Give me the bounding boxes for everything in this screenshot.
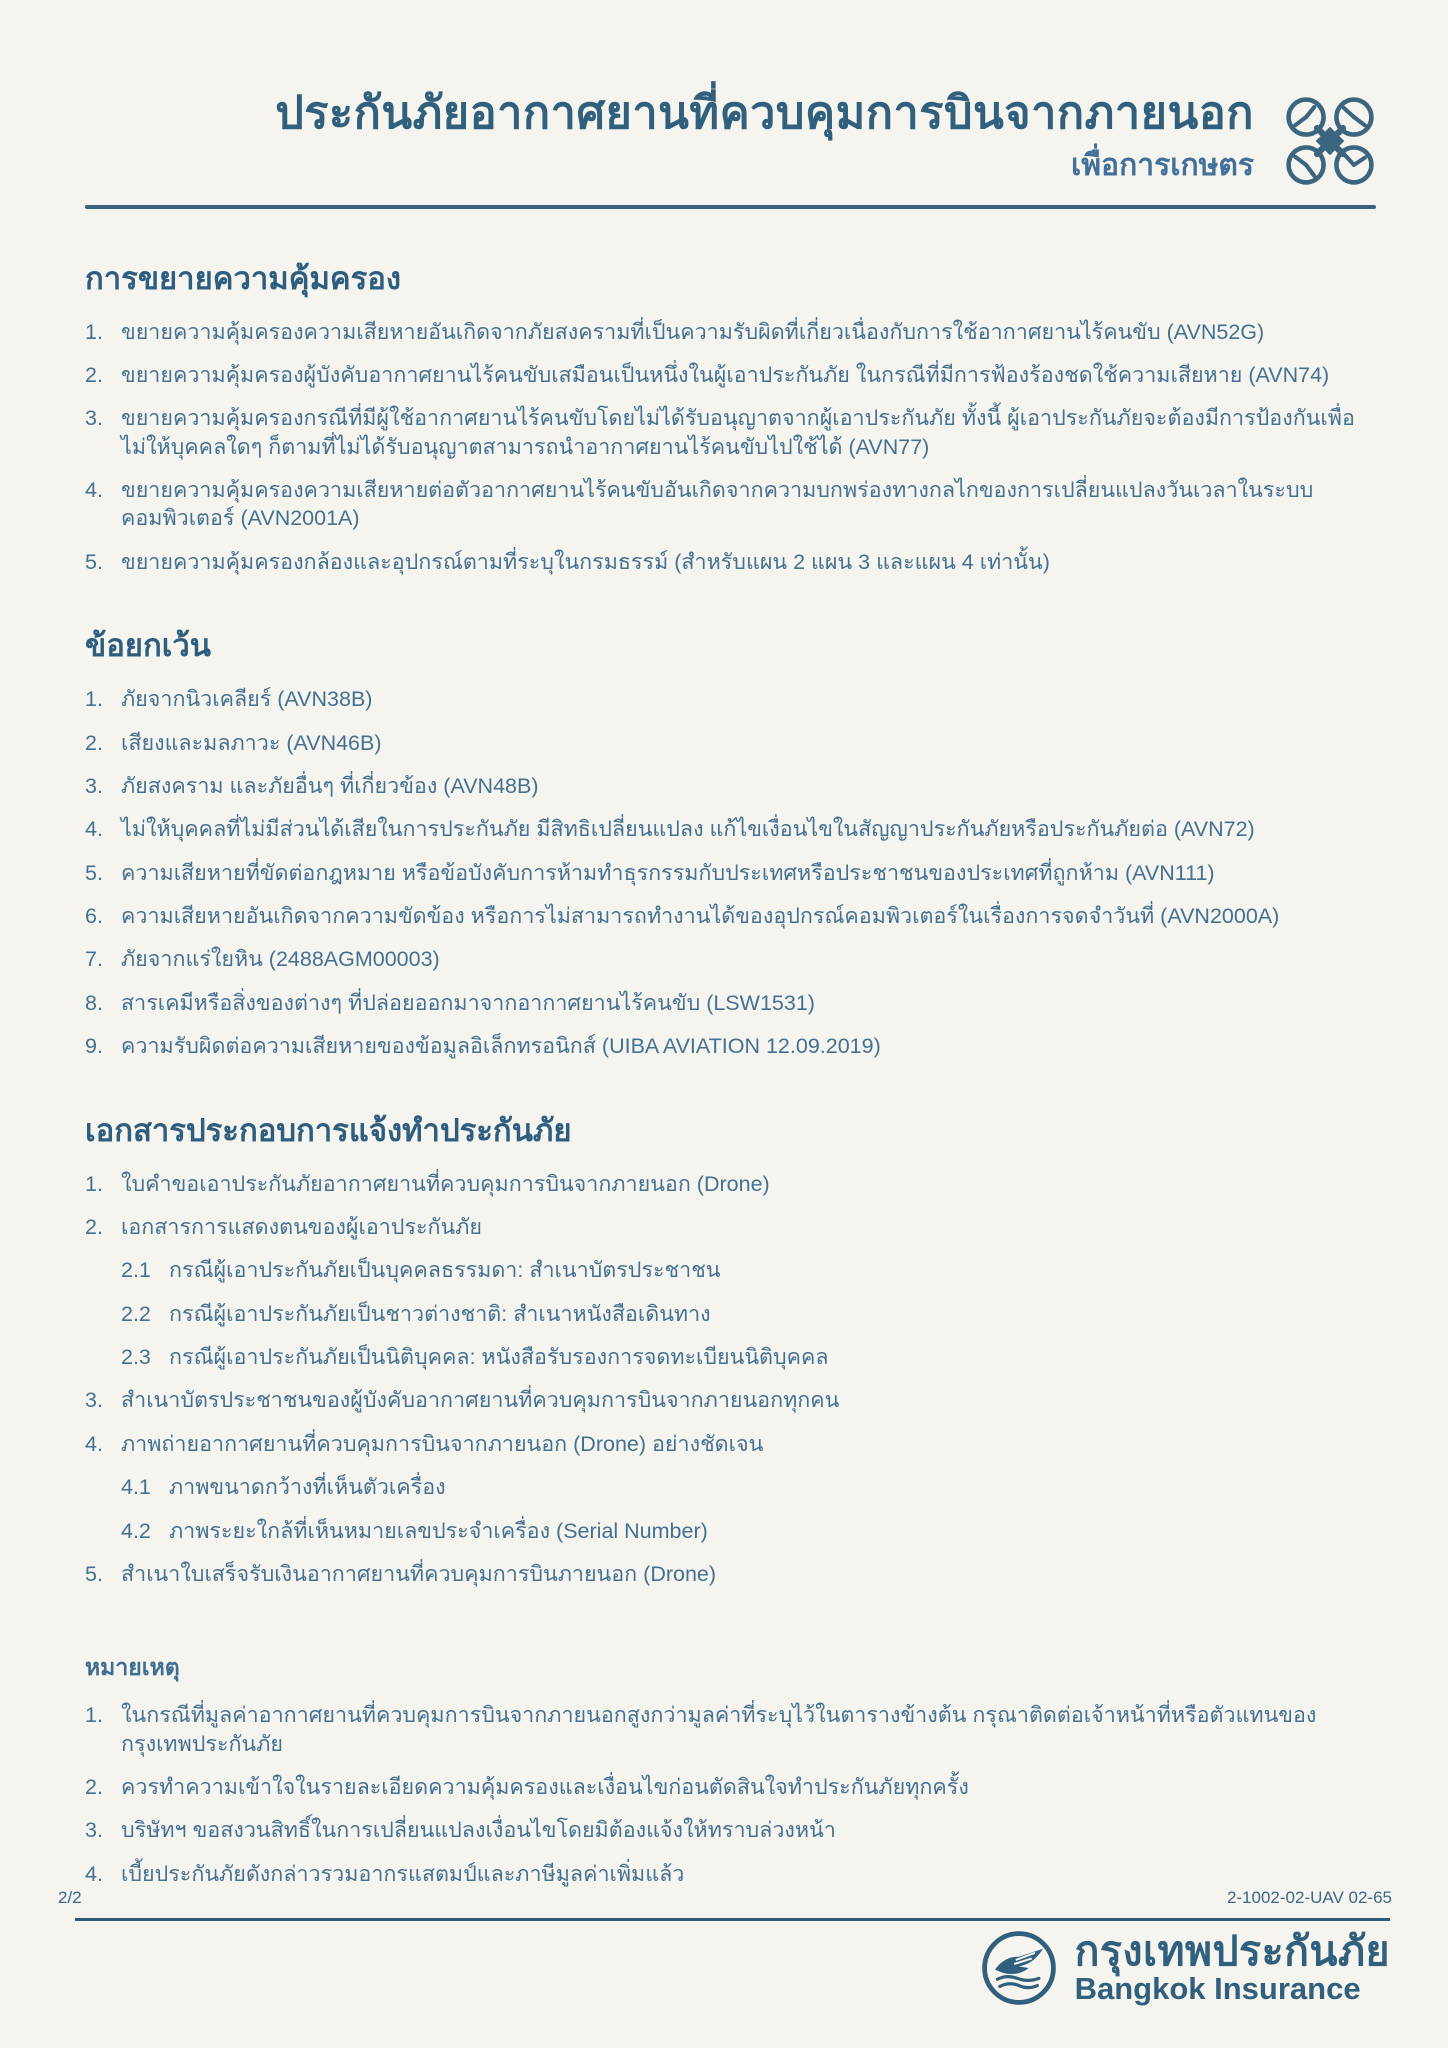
list-item <box>85 902 1376 930</box>
item-text: ภาพระยะใกล้ที่เห็นหมายเลขประจำเครื่อง (Serial Number) <box>169 1518 708 1543</box>
item-text: ภาพถ่ายอากาศยานที่ควบคุมการบินจากภายนอก (Drone) อย่างชัดเจน <box>121 1431 764 1456</box>
item-text: ความเสียหายที่ขัดต่อกฎหมาย หรือข้อบังคับการห้ามทำธุรกรรมกับประเทศหรือประชาชนของประเทศที่ถูกห้าม (AVN111) <box>121 860 1215 885</box>
sub-list-item <box>121 1300 1376 1328</box>
item-number: 3. <box>85 1388 103 1413</box>
item-number: 4. <box>85 1861 103 1886</box>
item-number: 5. <box>85 1561 103 1586</box>
item-number: 8. <box>85 990 103 1015</box>
sub-list-item <box>121 1256 1376 1284</box>
page-subtitle: เพื่อการเกษตร <box>1071 148 1254 182</box>
item-number: 2. <box>85 362 103 387</box>
list-item <box>85 318 1376 346</box>
company-name-english: Bangkok Insurance <box>1074 1971 1361 2007</box>
item-number: 2. <box>85 1775 103 1799</box>
item-text: สารเคมีหรือสิ่งของต่างๆ ที่ปล่อยออกมาจากอากาศยานไร้คนขับ (LSW1531) <box>121 990 815 1015</box>
item-number: 5. <box>85 860 103 885</box>
header-divider <box>85 205 1376 209</box>
item-text: บริษัทฯ ขอสงวนสิทธิ์ในการเปลี่ยนแปลงเงื่อนไขโดยมิต้องแจ้งให้ทราบล่วงหน้า <box>121 1818 836 1843</box>
list-item <box>85 476 1376 533</box>
item-text: ควรทำความเข้าใจในรายละเอียดความคุ้มครองและเงื่อนไขก่อนตัดสินใจทำประกันภัยทุกครั้ง <box>121 1775 969 1799</box>
item-text: ความรับผิดต่อความเสียหายของข้อมูลอิเล็กทรอนิกส์ (UIBA AVIATION 12.09.2019) <box>121 1034 881 1059</box>
list-item <box>85 404 1376 461</box>
item-text: ภัยจากแร่ใยหิน (2488AGM00003) <box>121 947 440 972</box>
list-item <box>85 1773 1376 1801</box>
item-text: ขยายความคุ้มครองกรณีที่มีผู้ใช้อากาศยานไร้คนขับโดยไม่ได้รับอนุญาตจากผู้เอาประกันภัย ทั้งนี้ ผู้เอาประกันภัยจะต้องมีการป้องกันเพื่อไม่ให้บุคคลใดๆ ก็ตามที่ไม่ได้รับอนุญาตสามารถนำอากาศยานไร้คนขับไปใช้ได้ (AVN77) <box>121 406 1355 459</box>
item-number: 2.1 <box>121 1258 151 1283</box>
item-text: ภัยสงคราม และภัยอื่นๆ ที่เกี่ยวข้อง (AVN48B) <box>121 773 539 798</box>
section <box>85 253 1376 577</box>
section <box>85 1650 1376 1888</box>
item-text: ขยายความคุ้มครองกล้องและอุปกรณ์ตามที่ระบุในกรมธรรม์ (สำหรับแผน 2 แผน 3 และแผน 4 เท่านั้น) <box>121 549 1050 574</box>
item-number: 3. <box>85 773 103 798</box>
list-item <box>85 685 1376 713</box>
footer <box>58 1888 1392 1908</box>
item-number: 3. <box>85 406 103 431</box>
item-number: 4.2 <box>121 1518 151 1543</box>
item-text: เอกสารการแสดงตนของผู้เอาประกันภัย <box>121 1214 483 1239</box>
section-items <box>85 1170 1376 1589</box>
page-title: ประกันภัยอากาศยานที่ควบคุมการบินจากภายนอก <box>275 87 1254 138</box>
list-item <box>85 1170 1376 1198</box>
item-text: ในกรณีที่มูลค่าอากาศยานที่ควบคุมการบินจากภายนอกสูงกว่ามูลค่าที่ระบุไว้ในตารางข้างต้น กรุณาติดต่อเจ้าหน้าที่หรือตัวแทนของกรุงเทพประกันภัย <box>121 1703 1317 1756</box>
list-item <box>85 1430 1376 1458</box>
item-number: 6. <box>85 904 103 928</box>
list-item <box>85 1816 1376 1844</box>
sub-list-item <box>121 1343 1376 1371</box>
item-text: ภาพขนาดกว้างที่เห็นตัวเครื่อง <box>169 1475 446 1500</box>
list-item <box>85 859 1376 887</box>
sub-list-item <box>121 1517 1376 1545</box>
item-text: กรณีผู้เอาประกันภัยเป็นบุคคลธรรมดา: สำเนาบัตรประชาชน <box>169 1258 721 1283</box>
section <box>85 620 1376 1060</box>
item-text: เบี้ยประกันภัยดังกล่าวรวมอากรแสตมป์และภาษีมูลค่าเพิ่มแล้ว <box>121 1861 685 1886</box>
page-number: 2/2 <box>58 1888 82 1907</box>
item-number: 2. <box>85 730 103 755</box>
item-number: 1. <box>85 687 103 712</box>
item-number: 4. <box>85 478 103 502</box>
document-header <box>85 88 1376 189</box>
section-heading: ข้อยกเว้น <box>85 628 211 664</box>
footer-divider <box>75 1918 1390 1921</box>
dove-emblem-icon <box>979 1928 1059 2008</box>
item-number: 9. <box>85 1034 103 1059</box>
list-item <box>85 989 1376 1017</box>
item-number: 4. <box>85 817 103 842</box>
item-number: 4. <box>85 1431 103 1456</box>
section <box>85 1105 1376 1589</box>
section-items <box>85 318 1376 577</box>
list-item <box>85 1560 1376 1588</box>
list-item <box>85 945 1376 973</box>
section-heading: การขยายความคุ้มครอง <box>85 260 402 296</box>
company-name <box>1074 1928 1390 2007</box>
section-items <box>85 685 1376 1060</box>
item-number: 5. <box>85 549 103 574</box>
item-text: ขยายความคุ้มครองความเสียหายอันเกิดจากภัยสงครามที่เป็นความรับผิดที่เกี่ยวเนื่องกับการใช้อากาศยานไร้คนขับ (AVN52G) <box>121 319 1265 344</box>
item-text: ขยายความคุ้มครองความเสียหายต่อตัวอากาศยานไร้คนขับอันเกิดจากความบกพร่องทางกลไกของการเปลี่ยนแปลงวันเวลาในระบบคอมพิวเตอร์ (AVN2001A) <box>121 478 1314 531</box>
item-text: สำเนาใบเสร็จรับเงินอากาศยานที่ควบคุมการบินภายนอก (Drone) <box>121 1561 717 1586</box>
header-text <box>275 88 1254 189</box>
list-item <box>85 1701 1376 1758</box>
list-item <box>85 1860 1376 1888</box>
item-text: เสียงและมลภาวะ (AVN46B) <box>121 730 382 755</box>
list-item <box>85 1032 1376 1060</box>
item-text: ความเสียหายอันเกิดจากความขัดข้อง หรือการไม่สามารถทำงานได้ของอุปกรณ์คอมพิวเตอร์ในเรื่องการจดจำวันที่ (AVN2000A) <box>121 904 1280 928</box>
form-code: 2-1002-02-UAV 02-65 <box>1226 1888 1392 1907</box>
item-number: 4.1 <box>121 1475 151 1500</box>
item-number: 1. <box>85 1703 103 1728</box>
section-heading: เอกสารประกอบการแจ้งทำประกันภัย <box>85 1112 572 1148</box>
list-item <box>85 815 1376 843</box>
item-text: ขยายความคุ้มครองผู้บังคับอากาศยานไร้คนขับเสมือนเป็นหนึ่งในผู้เอาประกันภัย ในกรณีที่มีการฟ้องร้องชดใช้ความเสียหาย (AVN74) <box>121 362 1330 387</box>
item-number: 1. <box>85 1171 103 1196</box>
item-number: 3. <box>85 1818 103 1843</box>
item-text: กรณีผู้เอาประกันภัยเป็นนิติบุคคล: หนังสือรับรองการจดทะเบียนนิติบุคคล <box>169 1345 829 1369</box>
list-item <box>85 1386 1376 1414</box>
item-text: ไม่ให้บุคคลที่ไม่มีส่วนได้เสียในการประกันภัย มีสิทธิเปลี่ยนแปลง แก้ไขเงื่อนไขในสัญญาประกันภัยหรือประกันภัยต่อ (AVN72) <box>121 817 1255 842</box>
item-text: ใบคำขอเอาประกันภัยอากาศยานที่ควบคุมการบินจากภายนอก (Drone) <box>121 1171 770 1196</box>
company-name-thai: กรุงเทพประกันภัย <box>1074 1928 1390 1975</box>
sub-list-item <box>121 1473 1376 1501</box>
section-heading: หมายเหตุ <box>85 1654 180 1681</box>
list-item <box>85 548 1376 576</box>
item-number: 2.3 <box>121 1345 151 1369</box>
item-number: 1. <box>85 319 103 344</box>
item-number: 2. <box>85 1214 103 1239</box>
document-body <box>85 253 1376 1889</box>
list-item <box>85 772 1376 800</box>
list-item <box>85 361 1376 389</box>
item-number: 2.2 <box>121 1301 151 1326</box>
item-text: กรณีผู้เอาประกันภัยเป็นชาวต่างชาติ: สำเนาหนังสือเดินทาง <box>169 1301 711 1326</box>
item-text: ภัยจากนิวเคลียร์ (AVN38B) <box>121 687 373 712</box>
item-text: สำเนาบัตรประชาชนของผู้บังคับอากาศยานที่ควบคุมการบินจากภายนอกทุกคน <box>121 1388 840 1413</box>
section-items <box>85 1701 1376 1888</box>
company-logo <box>979 1928 1390 2008</box>
list-item <box>85 729 1376 757</box>
list-item <box>85 1213 1376 1241</box>
drone-icon <box>1284 95 1376 187</box>
item-number: 7. <box>85 947 103 972</box>
